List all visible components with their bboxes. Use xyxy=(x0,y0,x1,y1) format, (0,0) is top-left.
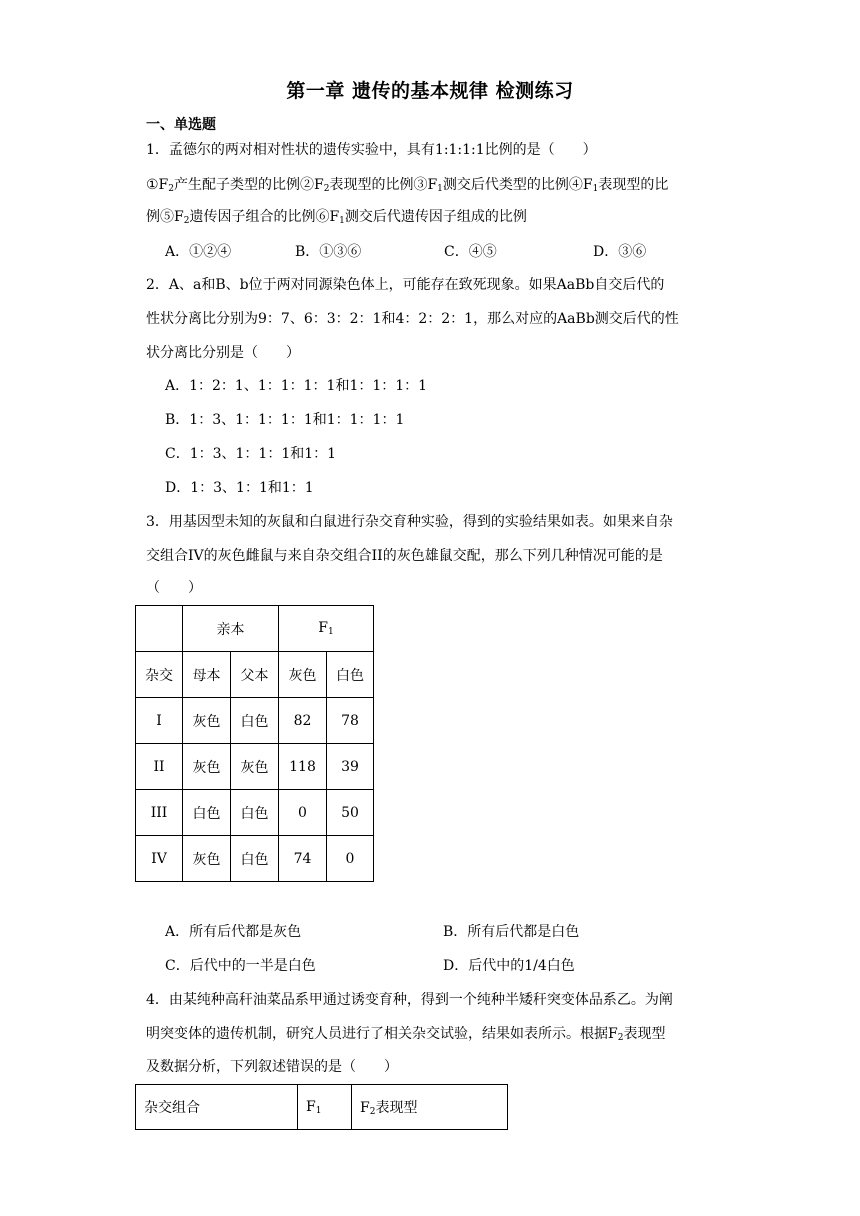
q1-option-a[interactable]: A．①②④ xyxy=(165,244,232,260)
table-header-gray: 灰色 xyxy=(279,652,327,698)
table-header-white: 白色 xyxy=(327,652,374,698)
q1-option-d[interactable]: D．③⑥ xyxy=(593,244,647,260)
table-header-mother: 母本 xyxy=(183,652,231,698)
table-cell: 0 xyxy=(279,790,327,836)
table-cell: III xyxy=(136,790,183,836)
q3-stem-line2: 交组合IV的灰色雌鼠与来自杂交组合II的灰色雄鼠交配，那么下列几种情况可能的是 xyxy=(146,548,663,564)
q2-option-a[interactable]: A．1：2：1、1：1：1：1和1：1：1：1 xyxy=(165,378,428,394)
q2-option-c[interactable]: C．1：3、1：1：1和1：1 xyxy=(165,446,337,462)
table-cell-empty xyxy=(136,606,183,652)
table-cell: 白色 xyxy=(183,790,231,836)
table-cell: 白色 xyxy=(231,790,279,836)
table-cell: 白色 xyxy=(231,698,279,744)
q1-option-b[interactable]: B．①③⑥ xyxy=(295,244,362,260)
table-header-cross-combo: 杂交组合 xyxy=(136,1085,298,1130)
table-cell: 118 xyxy=(279,744,327,790)
table-cell: IV xyxy=(136,836,183,882)
q3-stem-line1: 3．用基因型未知的灰鼠和白鼠进行杂交育种实验，得到的实验结果如表。如果来自杂 xyxy=(146,514,673,530)
table-row xyxy=(136,790,374,836)
q1-choices-line2: 例$⑤F_2$遗传因子组合的比例$⑥F_1$测交后代遗传因子组成的比例 xyxy=(146,209,527,226)
table-header-f1: $F_1$ xyxy=(279,606,374,652)
table-cell: 灰色 xyxy=(231,744,279,790)
table-cell: 74 xyxy=(279,836,327,882)
table-cell: 灰色 xyxy=(183,698,231,744)
table-cell: 50 xyxy=(327,790,374,836)
table-cell: I xyxy=(136,698,183,744)
q4-cross-table xyxy=(135,1084,508,1130)
q3-option-a[interactable]: A．所有后代都是灰色 xyxy=(165,924,302,940)
q2-stem-line1: 2．A、a和B、b位于两对同源染色体上，可能存在致死现象。如果AaBb自交后代的 xyxy=(146,277,665,293)
q4-stem-line2: 明突变体的遗传机制，研究人员进行了相关杂交试验，结果如表所示。根据$F_2$表现型 xyxy=(146,1026,666,1043)
table-row xyxy=(136,744,374,790)
q2-stem-line2: 性状分离比分别为9：7、6：3：2：1和4：2：2：1，那么对应的AaBb测交后代的性 xyxy=(146,311,679,327)
table-header-row xyxy=(136,1085,508,1130)
table-cell: 78 xyxy=(327,698,374,744)
table-cell: 灰色 xyxy=(183,744,231,790)
table-row xyxy=(136,698,374,744)
q3-option-b[interactable]: B．所有后代都是白色 xyxy=(443,924,580,940)
table-cell: 0 xyxy=(327,836,374,882)
table-header-row xyxy=(136,606,374,652)
q3-stem-line3: （ ） xyxy=(146,580,202,596)
q3-option-d[interactable]: D．后代中的1/4白色 xyxy=(443,958,575,974)
q2-stem-line3: 状分离比分别是（ ） xyxy=(146,345,300,361)
q2-option-b[interactable]: B．1：3、1：1：1：1和1：1：1：1 xyxy=(165,412,405,428)
table-header-f2-phenotype: $F_2$表现型 xyxy=(352,1085,508,1130)
table-header-parent: 亲本 xyxy=(183,606,279,652)
table-subheader-row xyxy=(136,652,374,698)
q1-option-c[interactable]: C．④⑤ xyxy=(444,244,497,260)
q4-stem-line3: 及数据分析，下列叙述错误的是（ ） xyxy=(146,1059,398,1075)
table-header-cross: 杂交 xyxy=(136,652,183,698)
q4-stem-line1: 4．由某纯种高秆油菜品系甲通过诱变育种，得到一个纯种半矮秆突变体品系乙。为阐 xyxy=(146,992,673,1008)
table-cell: II xyxy=(136,744,183,790)
section-heading: 一、单选题 xyxy=(146,117,216,133)
q3-results-table xyxy=(135,605,374,882)
q1-stem: 1．孟德尔的两对相对性状的遗传实验中，具有1:1:1:1比例的是（ ） xyxy=(146,142,597,158)
page-title: 第一章 遗传的基本规律 检测练习 xyxy=(286,80,574,102)
q1-choices-line1: $①F_2$产生配子类型的比例$②F_2$表现型的比例$③F_1$测交后代类型的比例$④F_1$表现型的比 xyxy=(146,177,669,194)
table-header-father: 父本 xyxy=(231,652,279,698)
q2-option-d[interactable]: D．1：3、1：1和1：1 xyxy=(165,480,314,496)
table-cell: 39 xyxy=(327,744,374,790)
table-cell: 82 xyxy=(279,698,327,744)
table-cell: 白色 xyxy=(231,836,279,882)
table-cell: 灰色 xyxy=(183,836,231,882)
table-header-f1: $F_1$ xyxy=(298,1085,352,1130)
table-row xyxy=(136,836,374,882)
q3-option-c[interactable]: C．后代中的一半是白色 xyxy=(165,958,316,974)
